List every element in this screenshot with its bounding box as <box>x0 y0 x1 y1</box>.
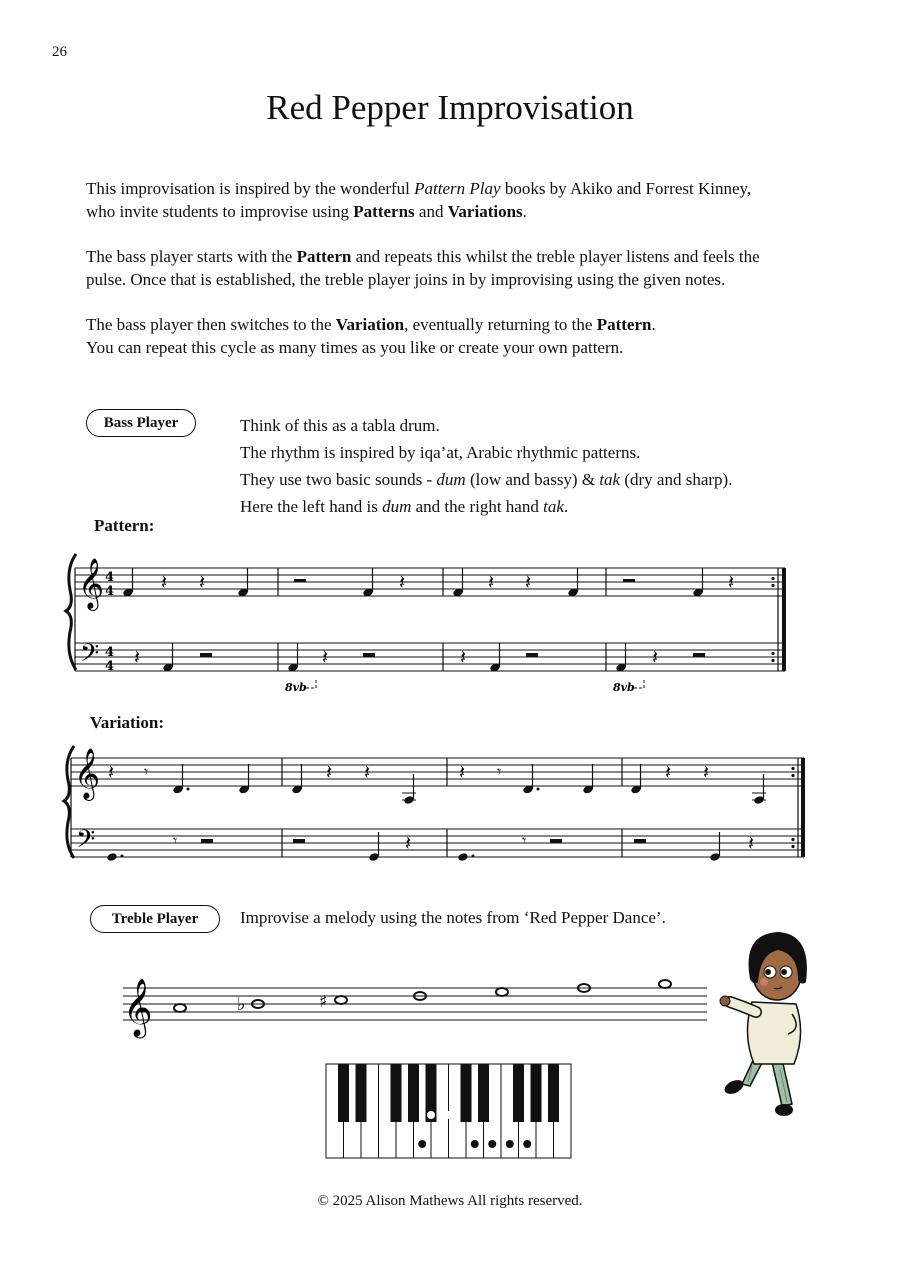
time-signature-bottom: 4 <box>105 584 115 599</box>
note <box>362 568 373 597</box>
quarter-rest: 𝄽 <box>525 570 532 594</box>
key-marker <box>471 1140 479 1148</box>
note <box>489 643 500 672</box>
quarter-rest: 𝄽 <box>405 831 412 855</box>
quarter-rest: 𝄽 <box>134 645 141 669</box>
note <box>162 643 173 672</box>
flat-sign-icon: ♭ <box>237 994 246 1015</box>
key-marker <box>506 1140 514 1148</box>
barlines <box>75 568 778 671</box>
page-number: 26 <box>52 44 67 60</box>
pattern-treble-notes <box>122 568 703 597</box>
italic-term: dum <box>382 497 412 516</box>
black-key <box>391 1064 402 1122</box>
ottava-bracket <box>634 679 644 688</box>
text-run: The bass player then switches to the <box>86 315 336 334</box>
quarter-rest: 𝄽 <box>108 760 115 784</box>
bass-note-line <box>240 466 840 493</box>
quarter-rest: 𝄽 <box>748 831 755 855</box>
note <box>287 643 298 672</box>
brace <box>64 746 74 858</box>
text-run: The bass player starts with the <box>86 247 297 266</box>
text-run: and <box>414 202 448 221</box>
variation-treble-notes <box>172 764 766 805</box>
keyboard-diagram <box>325 1063 575 1159</box>
black-key <box>338 1064 349 1122</box>
text-run: Here the left hand is <box>240 497 383 516</box>
girl-illustration <box>712 924 832 1124</box>
half-rest <box>201 839 213 843</box>
book-title: Pattern Play <box>414 179 501 198</box>
half-rest <box>550 839 562 843</box>
half-rest <box>526 653 538 657</box>
bass-clef-icon: 𝄢 <box>76 825 96 860</box>
intro-paragraph-3 <box>86 313 826 359</box>
half-rest <box>623 579 635 583</box>
eighth-rest: 𝄾 <box>144 762 149 781</box>
black-key <box>356 1064 367 1122</box>
key-marker <box>427 1111 435 1119</box>
bass-note-line: The rhythm is inspired by iqa’at, Arabic rhythmic patterns. <box>240 443 641 462</box>
note <box>106 852 123 862</box>
note-e <box>496 988 508 996</box>
italic-term: dum <box>436 470 466 489</box>
page-title: Red Pepper Improvisation <box>266 88 634 127</box>
text-run: You can repeat this cycle as many times as you like or create your own pattern. <box>86 338 624 357</box>
intro-paragraph-1 <box>86 177 826 223</box>
time-signature-bottom: 4 <box>105 659 115 674</box>
quarter-rest: 𝄽 <box>460 645 467 669</box>
bass-staff <box>75 643 785 671</box>
quarter-rest: 𝄽 <box>199 570 206 594</box>
text-run: books by Akiko and Forrest Kinney, <box>500 179 752 198</box>
bass-staff <box>71 829 804 857</box>
treble-staff <box>71 758 804 786</box>
key-marker <box>445 1111 453 1119</box>
quarter-rest: 𝄽 <box>459 760 466 784</box>
text-run: (low and bassy) & <box>465 470 600 489</box>
treble-clef-icon: 𝄞 <box>123 978 153 1036</box>
text-run: who invite students to improvise using <box>86 202 354 221</box>
quarter-rest: 𝄽 <box>488 570 495 594</box>
quarter-rest: 𝄽 <box>399 570 406 594</box>
text-run: . <box>522 202 527 221</box>
quarter-rest: 𝄽 <box>364 760 371 784</box>
bold-term: Pattern <box>296 247 352 266</box>
eighth-rest: 𝄾 <box>522 831 527 850</box>
text-run: They use two basic sounds - <box>240 470 437 489</box>
quarter-rest: 𝄽 <box>322 645 329 669</box>
ottava-marking: 8vb <box>285 681 307 694</box>
intro-paragraph-2 <box>86 245 826 291</box>
note-g <box>659 980 671 988</box>
text-run: pulse. Once that is established, the treble player joins in by improvising using the given notes. <box>86 270 726 289</box>
half-rest <box>293 839 305 843</box>
treble-staff <box>75 568 785 596</box>
half-rest <box>294 579 306 583</box>
sharp-sign-icon: ♯ <box>319 992 328 1012</box>
bold-term: Variations <box>447 202 523 221</box>
key-marker <box>523 1140 531 1148</box>
quarter-rest: 𝄽 <box>161 570 168 594</box>
bass-player-label: Bass Player <box>86 409 196 437</box>
bold-term: Pattern <box>596 315 652 334</box>
half-rest <box>693 653 705 657</box>
half-rest <box>634 839 646 843</box>
quarter-rest: 𝄽 <box>665 760 672 784</box>
quarter-rest: 𝄽 <box>703 760 710 784</box>
note-c-sharp <box>335 996 347 1004</box>
eighth-rest: 𝄾 <box>173 831 178 850</box>
black-key <box>513 1064 524 1122</box>
note <box>457 852 474 862</box>
half-rest <box>200 653 212 657</box>
black-key <box>548 1064 559 1122</box>
black-key <box>461 1064 472 1122</box>
italic-term: tak <box>543 497 564 516</box>
variation-label: Variation: <box>90 713 164 732</box>
italic-term: tak <box>599 470 621 489</box>
bold-term: Variation <box>335 315 405 334</box>
text-run: . <box>651 315 656 334</box>
note <box>615 643 626 672</box>
text-run: This improvisation is inspired by the wonderful <box>86 179 415 198</box>
pattern-bass-notes <box>162 643 626 672</box>
black-key <box>531 1064 542 1122</box>
key-marker <box>418 1140 426 1148</box>
text-run: and the right hand <box>411 497 544 516</box>
text-run: , eventually returning to the <box>404 315 597 334</box>
eighth-rest: 𝄾 <box>497 762 502 781</box>
bass-player-notes <box>240 412 840 520</box>
pattern-label: Pattern: <box>94 516 155 535</box>
repeat-dots <box>771 577 774 662</box>
text-run: and repeats this whilst the treble player listens and feels the <box>351 247 760 266</box>
treble-clef-icon: 𝄞 <box>78 558 105 609</box>
quarter-rest: 𝄽 <box>728 570 735 594</box>
ottava-bracket <box>306 679 316 688</box>
treble-clef-icon: 𝄞 <box>74 748 101 799</box>
copyright-footer: © 2025 Alison Mathews All rights reserved. <box>317 1193 583 1209</box>
ottava-marking: 8vb <box>613 681 635 694</box>
note <box>692 568 703 597</box>
half-rest <box>363 653 375 657</box>
treble-player-label: Treble Player <box>90 905 220 933</box>
barlines <box>71 758 798 857</box>
bass-note-line <box>240 493 840 520</box>
given-notes-staff <box>115 962 715 1042</box>
treble-player-instruction: Improvise a melody using the notes from ‘Red Pepper Dance’. <box>240 908 666 927</box>
time-signature-top: 4 <box>105 570 115 585</box>
text-run: . <box>563 497 569 516</box>
bass-clef-icon: 𝄢 <box>80 639 100 674</box>
variation-score <box>56 740 816 870</box>
quarter-rest: 𝄽 <box>326 760 333 784</box>
pattern-score <box>60 548 800 698</box>
note <box>237 568 248 597</box>
key-marker <box>488 1140 496 1148</box>
black-key <box>478 1064 489 1122</box>
note <box>567 568 578 597</box>
black-key <box>408 1064 419 1122</box>
time-signature-top: 4 <box>105 645 115 660</box>
text-run: (dry and sharp). <box>620 470 733 489</box>
note <box>122 568 133 597</box>
bold-term: Patterns <box>353 202 415 221</box>
final-barline <box>801 758 805 857</box>
note-a <box>174 1004 186 1012</box>
final-barline <box>782 568 786 671</box>
bass-note-line: Think of this as a tabla drum. <box>240 416 440 435</box>
quarter-rest: 𝄽 <box>652 645 659 669</box>
note <box>452 568 463 597</box>
